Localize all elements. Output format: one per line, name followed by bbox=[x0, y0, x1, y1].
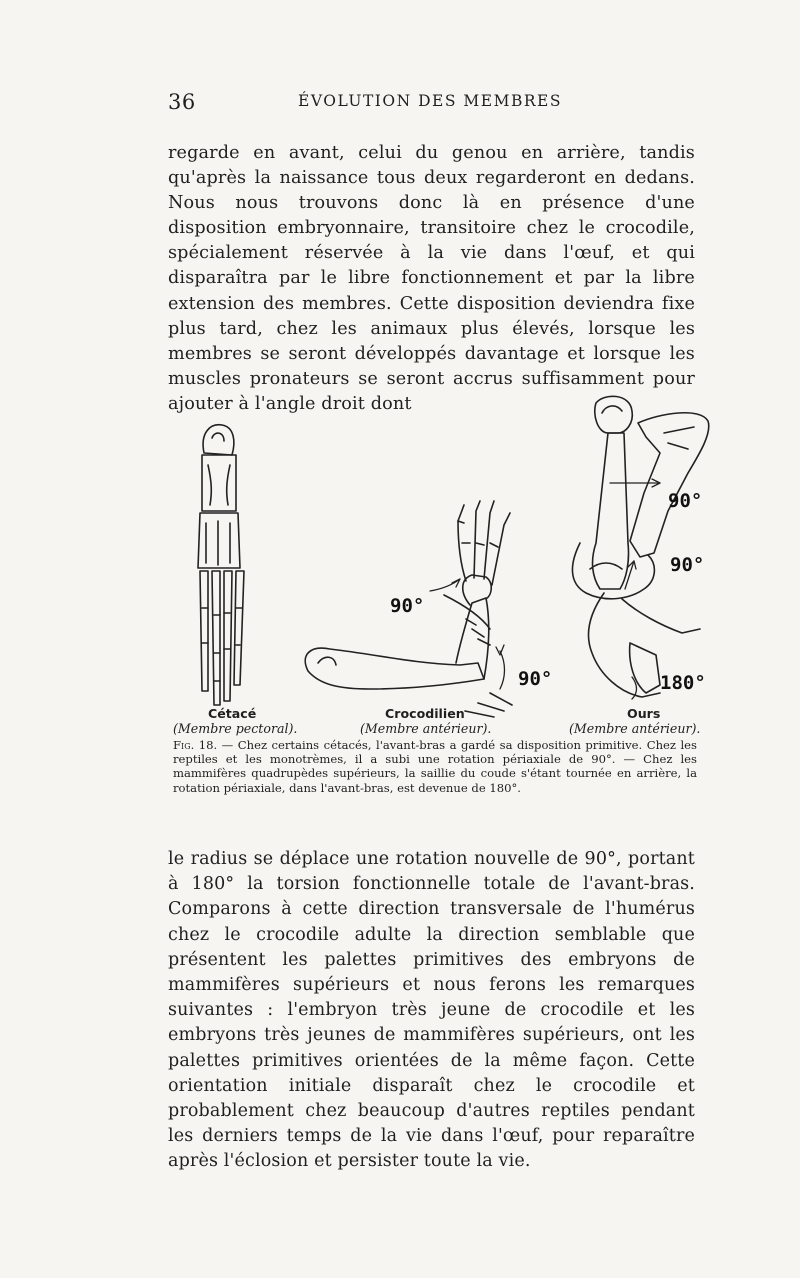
figure-label-crocodilien: Crocodilien bbox=[385, 706, 465, 721]
bear-angle-label-a: 90° bbox=[668, 490, 703, 512]
figure-label-cetace: Cétacé bbox=[208, 706, 257, 721]
bear-angle-label-c: 180° bbox=[660, 672, 706, 694]
rotation-arrows bbox=[430, 479, 660, 699]
croc-angle-label-a: 90° bbox=[390, 595, 425, 617]
figure-sublabel-ours: (Membre antérieur). bbox=[569, 721, 701, 736]
cetacean-limb-drawing bbox=[198, 425, 244, 705]
bear-angle-label-b: 90° bbox=[670, 554, 705, 576]
limb-illustration bbox=[160, 393, 720, 728]
croc-angle-label-b: 90° bbox=[518, 668, 553, 690]
figure-18 bbox=[160, 393, 720, 728]
page-header bbox=[150, 90, 710, 120]
figure-label-ours: Ours bbox=[627, 706, 661, 721]
figure-caption-tag: Fig. 18. bbox=[173, 738, 218, 752]
figure-sublabel-cetace: (Membre pectoral). bbox=[173, 721, 298, 736]
running-title: ÉVOLUTION DES MEMBRES bbox=[298, 92, 562, 110]
figure-sublabel-crocodilien: (Membre antérieur). bbox=[360, 721, 492, 736]
bear-limb-drawing bbox=[572, 396, 708, 697]
figure-caption-text: — Chez certains cétacés, l'avant-bras a gardé sa disposition primitive. Chez les reptiles et les monotrèmes, il a subi une rotation périaxiale de 90°. — Chez les mammifères quadrupèdes supérieurs, la saillie du coude s'étant tournée en arrière, la rotation périaxiale, dans l'avant-bras, est devenue de 180°. bbox=[173, 738, 697, 795]
page-number: 36 bbox=[168, 90, 196, 114]
paragraph-bottom: le radius se déplace une rotation nouvelle de 90°, portant à 180° la torsion fonctionnelle totale de l'avant-bras. Comparons à cette direction transversale de l'humérus chez le crocodile adulte la direction semblable que présentent les palettes primitives des embryons de mammifères supérieurs et nous ferons les remarques suivantes : l'embryon très jeune de crocodile et les embryons très jeunes de mammifères supérieurs, ont les palettes primitives orientées de la même façon. Cette orientation initiale disparaît chez le crocodile et probablement chez beaucoup d'autres reptiles pendant les derniers temps de la vie dans l'œuf, pour reparaître après l'éclosion et persister toute la vie. bbox=[168, 849, 695, 1172]
paragraph-top: regarde en avant, celui du genou en arrière, tandis qu'après la naissance tous deux regarderont en dedans. Nous nous trouvons donc là en présence d'une disposition embryonnaire, transitoire chez le crocodile, spécialement réservée à la vie dans l'œuf, et qui disparaîtra par le libre fonctionnement et par la libre extension des membres. Cette disposition deviendra fixe plus tard, chez les animaux plus élevés, lorsque les membres se seront développés davantage et lorsque les muscles pronateurs se seront accrus suffisamment pour ajouter à l'angle droit dont bbox=[168, 143, 695, 414]
figure-caption bbox=[173, 738, 697, 795]
